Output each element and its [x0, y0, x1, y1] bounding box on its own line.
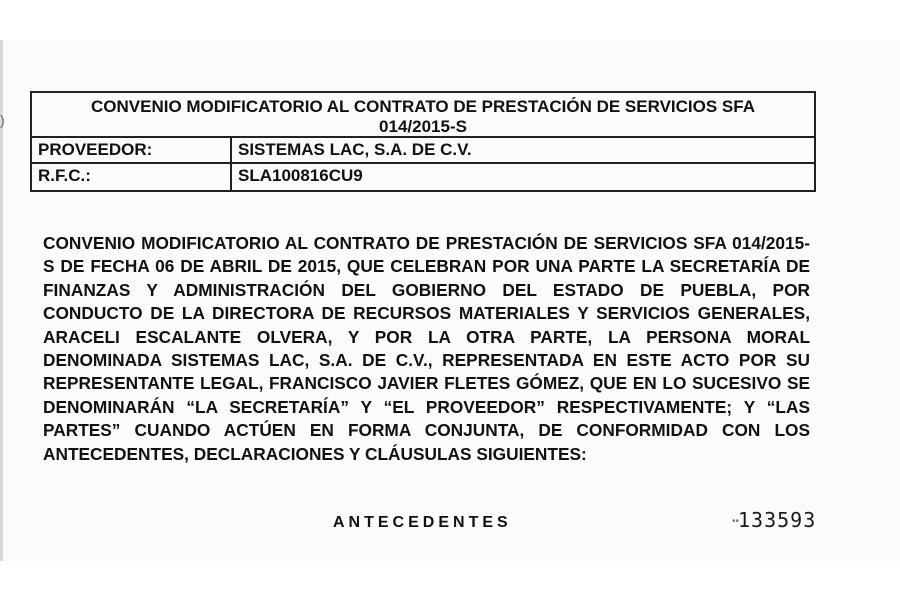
agreement-paragraph: CONVENIO MODIFICATORIO AL CONTRATO DE PRESTACIÓN DE SERVICIOS SFA 014/2015-S DE FECHA 06 DE ABRIL DE 2015, QUE CELEBRAN POR UNA PARTE LA SECRETARÍA DE FINANZAS Y ADMINISTRACIÓN DEL GOBIERNO DEL ESTADO DE PUEBLA, POR CONDUCTO DE LA DIRECTORA DE RECURSOS MATERIALES Y SERVICIOS GENERALES, ARACELI ESCALANTE OLVERA, Y POR LA OTRA PARTE, LA PERSONA MORAL DENOMINADA SISTEMAS LAC, S.A. DE C.V., REPRESENTADA EN ESTE ACTO POR SU REPRESENTANTE LEGAL, FRANCISCO JAVIER FLETES GÓMEZ, QUE EN LO SUCESIVO SE DENOMINARÁN “LA SECRETARÍA” Y “EL PROVEEDOR” RESPECTIVAMENTE; Y “LAS PARTES” CUANDO ACTÚEN EN FORMA CONJUNTA, DE CONFORMIDAD CON LOS ANTECEDENTES, DECLARACIONES Y CLÁUSULAS SIGUIENTES:	[43, 233, 810, 464]
contract-header-table	[30, 91, 816, 192]
stamp-number: 133593	[738, 508, 817, 532]
rfc-row	[32, 164, 814, 190]
contract-title-line1: CONVENIO MODIFICATORIO AL CONTRATO DE PRESTACIÓN DE SERVICIOS SFA	[90, 97, 755, 116]
section-title-antecedentes: ANTECEDENTES	[333, 514, 512, 531]
column-divider	[230, 164, 232, 190]
margin-mark: )	[0, 112, 5, 128]
provider-value: SISTEMAS LAC, S.A. DE C.V.	[238, 140, 472, 159]
rfc-value: SLA100816CU9	[238, 166, 363, 185]
column-divider	[230, 138, 232, 162]
provider-label: PROVEEDOR:	[38, 140, 153, 159]
contract-title-line2: 014/2015-S	[379, 117, 467, 136]
provider-row	[32, 138, 814, 164]
rfc-label: R.F.C.:	[38, 166, 91, 185]
stamp-dots: ••	[732, 516, 740, 527]
contract-title	[32, 93, 814, 138]
